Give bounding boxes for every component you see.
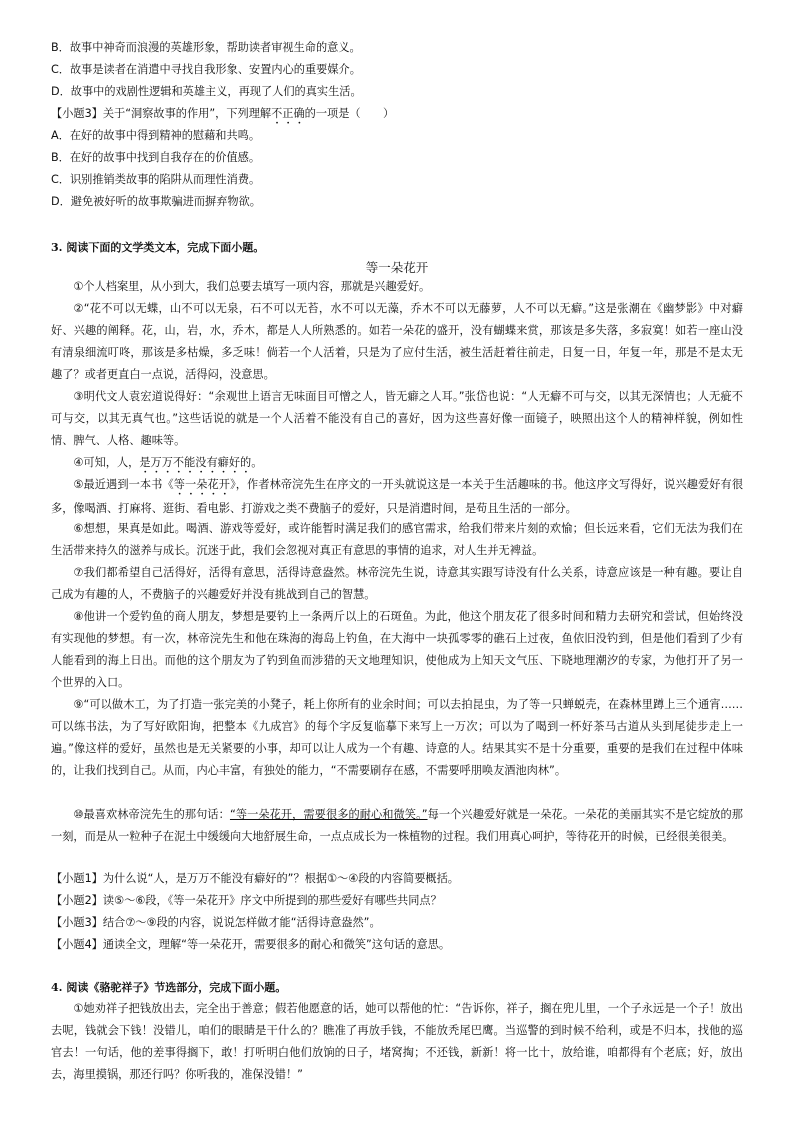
paragraph-3: ③明代文人袁宏道说得好：“余观世上语言无味面目可憎之人，皆无癖之人耳。”张岱也说：“人无癖不可与交，以其无深情也；人无疵不可与交，以其无真气也。”这些话说的就是一个人活着不能没有自己的喜好，因为这些喜好像一面镜子，映照出这个人的精神样貌，例如性情、脾气、人格、趣味等。 <box>51 390 743 447</box>
question-3: 【小题3】结合⑦～⑨段的内容，说说怎样做才能“活得诗意盎然”。 <box>51 916 381 929</box>
section-4-heading: 4. 阅读《骆驼祥子》节选部分，完成下面小题。 <box>51 981 287 994</box>
subquestion-3-emphasis: 不正确 <box>271 107 305 120</box>
paragraph-10-suffix: 每一个兴趣爱好就是一朵花。一朵花的美丽其实不是它绽放的那一刻，而是从一粒种子在泥土中缓缓向大地舒展生命，一点点成长为一株植物的过程。我们用真心呵护，等待花开的时候，已经很美很美。 <box>51 808 743 843</box>
option-c: C．识别推销类故事的陷阱从而理性消费。 <box>51 173 261 186</box>
paragraph-10-quote: “等一朵花开，需要很多的耐心和微笑。” <box>229 808 428 821</box>
section-3-heading: 3. 阅读下面的文学类文本，完成下面小题。 <box>51 241 265 254</box>
paragraph-5-suffix: ，作者林帝浣先生在序文的一开头就说这是一本关于生活趣味的书。他这序文写得好，说兴趣爱好有很多，像喝酒、打麻将、逛街、看电影、打游戏之类不费脑子的爱好，只是消遣时间，是苟且生活的一部分。 <box>51 478 744 515</box>
question-1: 【小题1】为什么说“人，是万万不能没有癖好的”？根据①～④段的内容简要概括。 <box>51 872 459 885</box>
paragraph-1: ①个人档案里，从小到大，我们总要去填写一项内容，那就是兴趣爱好。 <box>73 280 431 293</box>
option-c-prev: C．故事是读者在消遣中寻找自我形象、安置内心的重要媒介。 <box>51 63 361 76</box>
paragraph-2: ②“花不可以无蝶，山不可以无泉，石不可以无苔，水不可以无藻，乔木不可以无藤萝，人不可以无癖。”这是张潮在《幽梦影》中对癖好、兴趣的阐释。花，山，岩，水，乔木，都是人人所熟悉的。如若一朵花的盛开，没有蝴蝶来赏，那该是多失落，多寂寞！如若一座山没有清泉细流叮咚，那该是多枯燥，多乏味！倘若一个人活着，只是为了应付生活，被生活赶着往前走，日复一日，年复一年，那是不是太无趣了？或者更直白一点说，活得闷，没意思。 <box>51 302 743 381</box>
paragraph-7: ⑦我们都希望自己活得好，活得有意思，活得诗意盎然。林帝浣先生说，诗意其实跟写诗没有什么关系，诗意应该是一种有趣。要让自己成为有趣的人，不费脑子的兴趣爱好并没有挑战到自己的智慧。 <box>51 566 743 601</box>
paragraph-5-prefix: ⑤最近遇到一本书 <box>73 478 163 491</box>
subquestion-3-prefix: 【小题3】关于“洞察故事的作用”，下列理解 <box>51 107 272 120</box>
paragraph-4 <box>51 452 743 476</box>
question-2: 【小题2】读⑤～⑥段，《等一朵花开》序文中所提到的那些爱好有哪些共同点？ <box>51 894 442 907</box>
paragraph-4-emphasis: 是万万不能没有癖好的 <box>139 456 252 469</box>
paragraph-10-prefix: ⑩最喜欢林帝浣先生的那句话： <box>73 808 230 821</box>
paragraph-4-suffix: 。 <box>251 456 263 469</box>
paragraph-8: ⑧他讲一个爱钓鱼的商人朋友，梦想是要钓上一条两斤以上的石斑鱼。为此，他这个朋友花了很多时间和精力去研究和尝试，但始终没有实现他的梦想。有一次，林帝浣先生和他在珠海的海岛上钓鱼，在大海中一块孤零零的礁石上过夜，鱼依旧没钓到，但是他们看到了少有人能看到的海上日出。而他的这个朋友为了钓到鱼而涉猎的天文地理知识，使他成为上知天文气压、下晓地理潮汐的专家，为他打开了另一个世界的入口。 <box>51 610 743 689</box>
paragraph-5 <box>51 474 743 520</box>
paragraph-10 <box>51 804 743 848</box>
subquestion-3-prompt <box>51 107 751 127</box>
paragraph-6: ⑥想想，果真是如此。喝酒、游戏等爱好，或许能暂时满足我们的感官需求，给我们带来片刻的欢愉；但长远来看，它们无法为我们在生活带来持久的滋养与成长。沉迷于此，我们会忽视对真正有意思的事情的追求，对人生并无裨益。 <box>51 522 743 557</box>
option-b-prev: B．故事中神奇而浪漫的英雄形象，帮助读者审视生命的意义。 <box>51 41 361 54</box>
paragraph-5-book: 《等一朵花开》 <box>162 478 236 491</box>
option-a: A．在好的故事中得到精神的慰藉和共鸣。 <box>51 129 261 142</box>
subquestion-3-suffix: 的一项是（ ） <box>304 107 395 120</box>
option-b: B．在好的故事中找到自我存在的价值感。 <box>51 151 261 164</box>
option-d: D．避免被好听的故事欺骗进而摒弃物欲。 <box>51 195 261 208</box>
paragraph-4-prefix: ④可知，人， <box>73 456 140 469</box>
option-d-prev: D．故事中的戏剧性逻辑和英雄主义，再现了人们的真实生活。 <box>51 85 362 98</box>
article-title: 等一朵花开 <box>365 260 429 275</box>
paragraph-9: ⑨“可以做木工，为了打造一张完美的小凳子，耗上你所有的业余时间；可以去拍昆虫，为了等一只蝉蜕壳，在森林里蹲上三个通宵……可以练书法，为了写好欧阳询，把整本《九成宫》的每个字反复临摹下来写上一万次；可以为了喝到一杯好茶马古道从头到尾徒步走上一遍。”像这样的爱好，虽然也是无关紧要的小事，却可以让人成为一个有趣、诗意的人。结果其实不是十分重要，重要的是我们在过程中体味的，让我们找到自己。从而，内心丰富，有独处的能力，“不需要刷存在感，不需要呼朋唤友酒池肉林”。 <box>51 698 743 777</box>
question-4: 【小题4】通读全文，理解“等一朵花开，需要很多的耐心和微笑”这句话的意思。 <box>51 938 451 951</box>
section-4-paragraph-1: ①她劝祥子把钱放出去，完全出于善意；假若他愿意的话，她可以帮他的忙：“告诉你，祥子，搁在兜儿里，一个子永远是一个子！放出去呢，钱就会下钱！没错儿，咱们的眼睛是干什么的？瞧准了再放手钱，不能放秃尾巴鹰。当巡警的到时候不给利，或是不归本，找他的巡官去！一句话，他的差事得搁下，敢！打听明白他们放饷的日子，堵窝掏；不还钱，新新！将一比十，放给谁，咱都得有个老底；好，放出去，海里摸锅，那还行吗？你听我的，准保没错！” <box>51 1002 743 1081</box>
